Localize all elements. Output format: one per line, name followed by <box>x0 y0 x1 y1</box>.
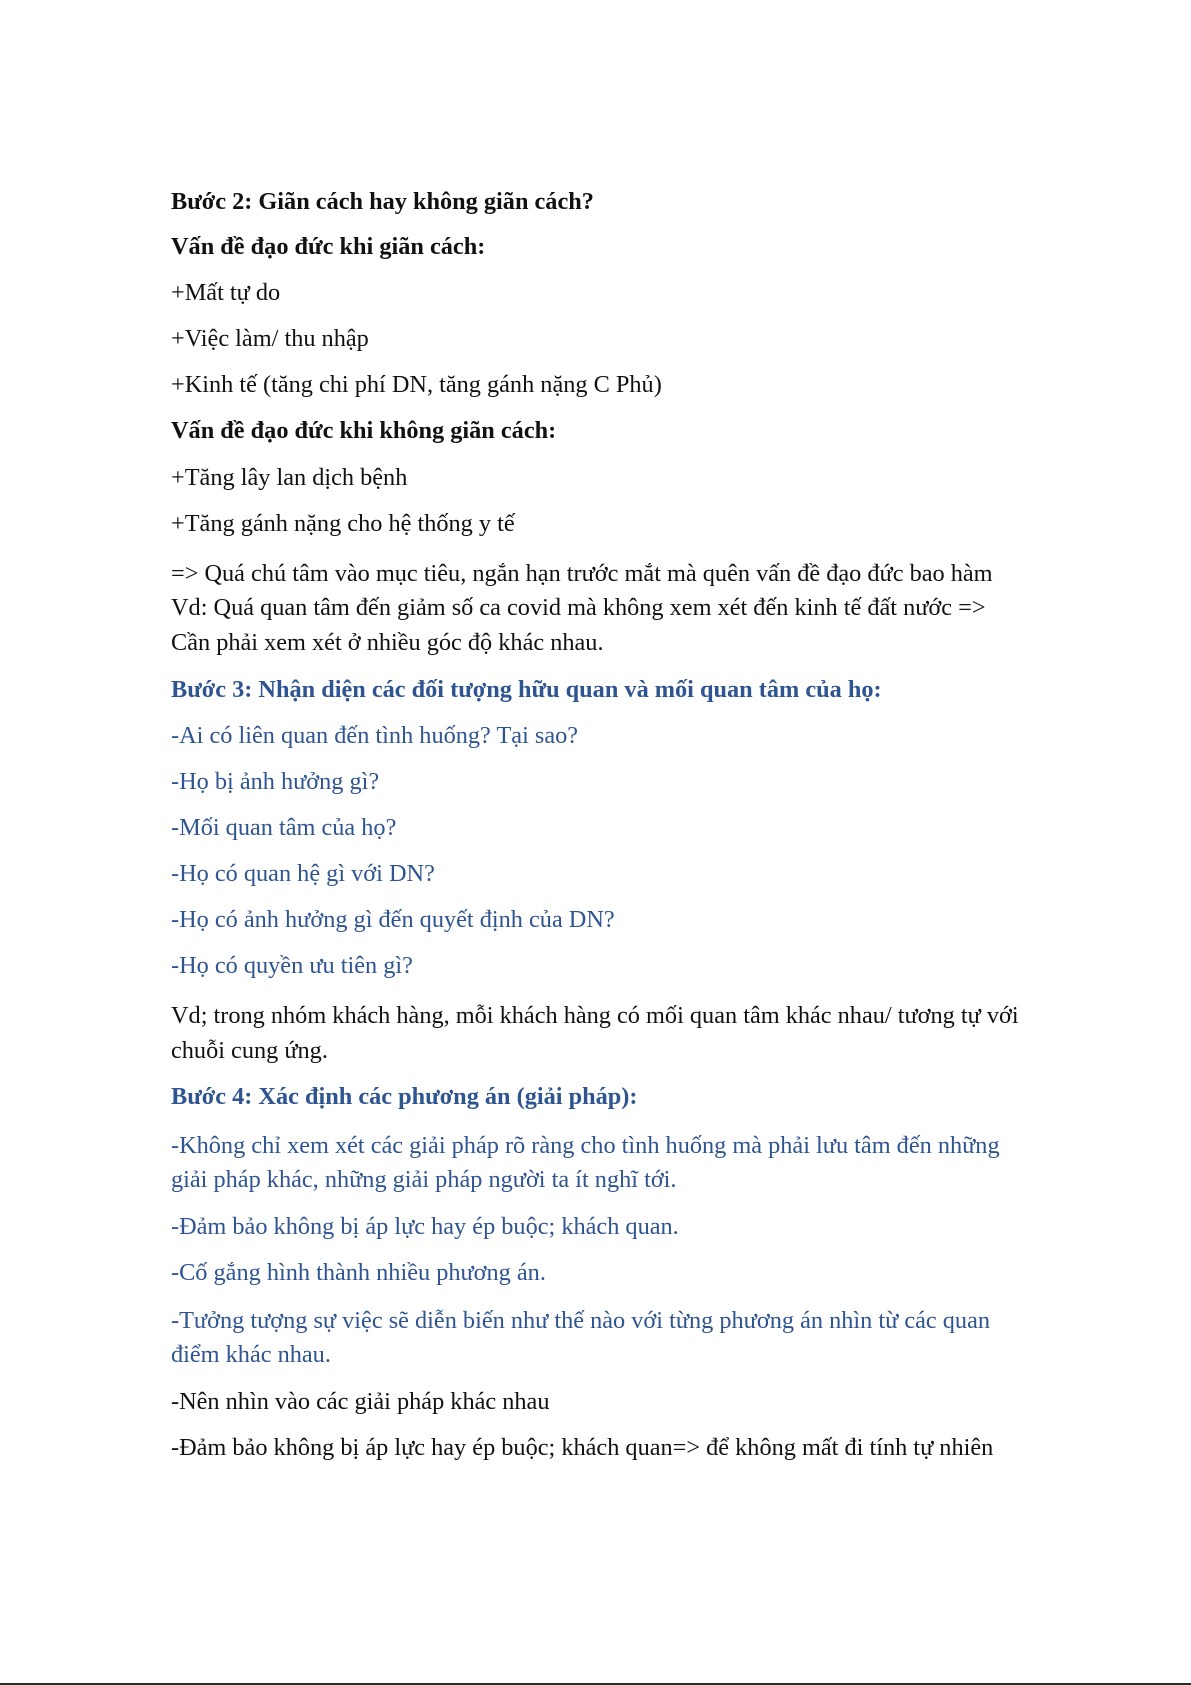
list-item: -Họ có ảnh hưởng gì đến quyết định của DN? <box>171 906 615 933</box>
paragraph-line: Vd: Quá quan tâm đến giảm số ca covid mà không xem xét đến kinh tế đất nước => <box>171 594 986 621</box>
list-item: +Mất tự do <box>171 279 281 306</box>
paragraph-line: Vd; trong nhóm khách hàng, mỗi khách hàng có mối quan tâm khác nhau/ tương tự với <box>171 1002 1019 1029</box>
paragraph-line: => Quá chú tâm vào mục tiêu, ngắn hạn trước mắt mà quên vấn đề đạo đức bao hàm <box>171 560 993 587</box>
step-3-heading: Bước 3: Nhận diện các đối tượng hữu quan và mối quan tâm của họ: <box>171 676 882 703</box>
list-item: -Họ có quyền ưu tiên gì? <box>171 952 413 979</box>
paragraph-line: điểm khác nhau. <box>171 1341 331 1368</box>
list-item: +Tăng lây lan dịch bệnh <box>171 464 408 491</box>
list-item: -Mối quan tâm của họ? <box>171 814 397 841</box>
list-item: +Tăng gánh nặng cho hệ thống y tế <box>171 510 515 537</box>
list-item: -Đảm bảo không bị áp lực hay ép buộc; khách quan. <box>171 1213 679 1240</box>
step-2-heading: Bước 2: Giãn cách hay không giãn cách? <box>171 188 594 215</box>
paragraph-line: -Tưởng tượng sự việc sẽ diễn biến như thế nào với từng phương án nhìn từ các quan <box>171 1307 990 1334</box>
paragraph-line: -Không chỉ xem xét các giải pháp rõ ràng cho tình huống mà phải lưu tâm đến những <box>171 1132 1000 1159</box>
list-item: -Nên nhìn vào các giải pháp khác nhau <box>171 1388 550 1415</box>
ethics-when-distancing-heading: Vấn đề đạo đức khi giãn cách: <box>171 233 486 260</box>
list-item: -Ai có liên quan đến tình huống? Tại sao? <box>171 722 579 749</box>
step-4-heading: Bước 4: Xác định các phương án (giải pháp): <box>171 1083 638 1110</box>
list-item: -Họ có quan hệ gì với DN? <box>171 860 435 887</box>
paragraph-line: chuỗi cung ứng. <box>171 1037 328 1064</box>
list-item: +Việc làm/ thu nhập <box>171 325 369 352</box>
ethics-when-not-distancing-heading: Vấn đề đạo đức khi không giãn cách: <box>171 417 557 444</box>
list-item: -Họ bị ảnh hưởng gì? <box>171 768 380 795</box>
paragraph-line: giải pháp khác, những giải pháp người ta ít nghĩ tới. <box>171 1166 677 1193</box>
list-item: -Cố gắng hình thành nhiều phương án. <box>171 1259 546 1286</box>
paragraph-line: Cần phải xem xét ở nhiều góc độ khác nhau. <box>171 629 604 656</box>
list-item: +Kinh tế (tăng chi phí DN, tăng gánh nặng C Phủ) <box>171 371 662 398</box>
list-item: -Đảm bảo không bị áp lực hay ép buộc; khách quan=> để không mất đi tính tự nhiên <box>171 1434 994 1461</box>
